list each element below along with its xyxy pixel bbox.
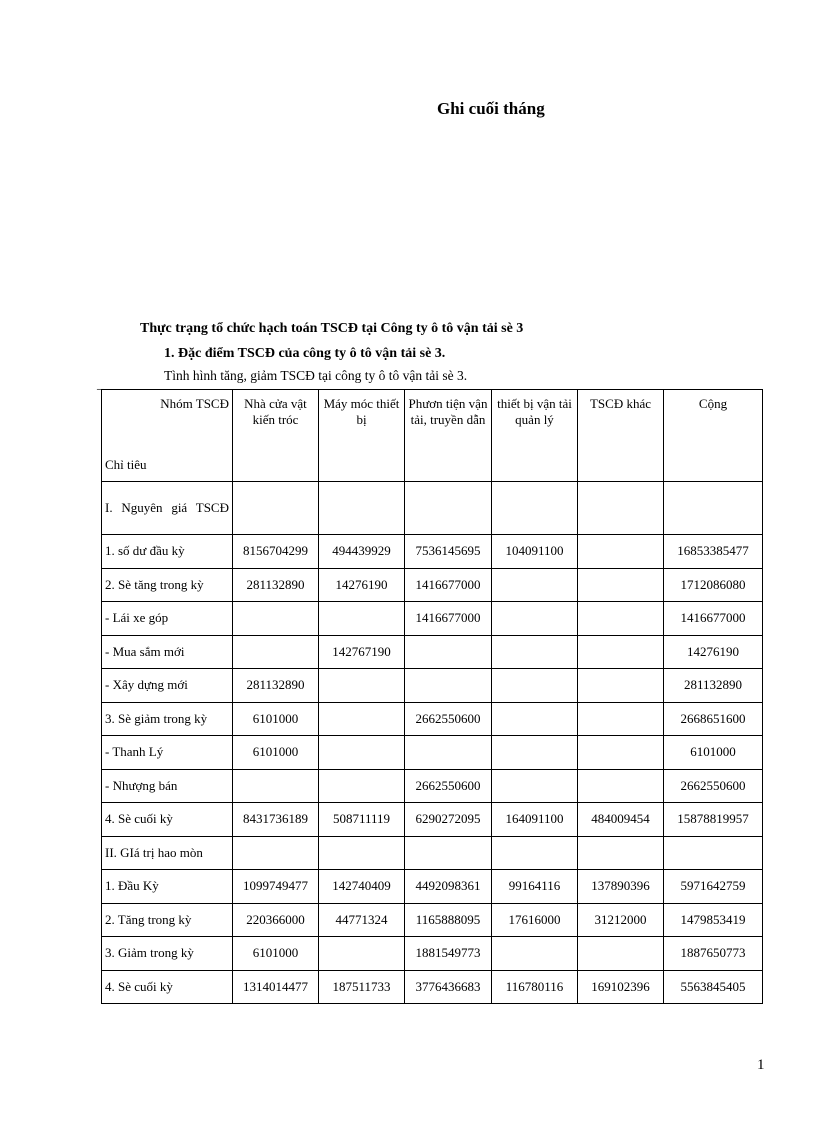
row-label: 1. số dư đầu kỳ — [102, 535, 233, 569]
table-cell — [405, 736, 492, 770]
table-row — [102, 602, 763, 636]
table-cell: 15878819957 — [664, 803, 763, 837]
table-cell: 1099749477 — [233, 870, 319, 904]
table-cell: 1479853419 — [664, 903, 763, 937]
table-row — [102, 568, 763, 602]
row-label: 2. Tăng trong kỳ — [102, 903, 233, 937]
table-cell — [578, 602, 664, 636]
table-cell: 2662550600 — [405, 702, 492, 736]
table-cell — [233, 769, 319, 803]
table-row — [102, 635, 763, 669]
table-row — [102, 736, 763, 770]
table-cell — [233, 635, 319, 669]
table-cell — [319, 702, 405, 736]
margin-dash: _ — [97, 376, 104, 391]
table-cell: 281132890 — [233, 669, 319, 703]
table-cell — [492, 937, 578, 971]
table-cell: 1887650773 — [664, 937, 763, 971]
table-cell — [578, 669, 664, 703]
table-cell: 142740409 — [319, 870, 405, 904]
row-label: - Thanh Lý — [102, 736, 233, 770]
table-cell: 1881549773 — [405, 937, 492, 971]
table-cell: 1165888095 — [405, 903, 492, 937]
column-header: TSCĐ khác — [578, 390, 664, 482]
row-label: - Lái xe góp — [102, 602, 233, 636]
table-cell: 6290272095 — [405, 803, 492, 837]
page-number: 1 — [757, 1057, 765, 1073]
column-header: Phươn tiện vận tải, truyền dẫn — [405, 390, 492, 482]
row-label: 4. Sè cuối kỳ — [102, 970, 233, 1004]
table-cell: 1416677000 — [405, 602, 492, 636]
row-label: 3. Sè giảm trong kỳ — [102, 702, 233, 736]
table-row — [102, 970, 763, 1004]
row-label: - Xây dựng mới — [102, 669, 233, 703]
table-row — [102, 836, 763, 870]
table-cell: 2668651600 — [664, 702, 763, 736]
table-cell: 6101000 — [664, 736, 763, 770]
table-row — [102, 803, 763, 837]
table-row — [102, 870, 763, 904]
table-cell — [578, 482, 664, 535]
table-cell: 220366000 — [233, 903, 319, 937]
table-cell: 5563845405 — [664, 970, 763, 1004]
table-cell — [233, 602, 319, 636]
table-cell: 164091100 — [492, 803, 578, 837]
page-title: Ghi cuối tháng — [437, 99, 545, 118]
table-cell — [233, 482, 319, 535]
table-cell: 2662550600 — [405, 769, 492, 803]
table-cell — [578, 736, 664, 770]
table-cell — [492, 769, 578, 803]
table-cell: 484009454 — [578, 803, 664, 837]
table-cell: 1712086080 — [664, 568, 763, 602]
table-cell: 169102396 — [578, 970, 664, 1004]
row-label: 1. Đầu Kỳ — [102, 870, 233, 904]
column-header: Nhà cửa vật kiến tróc — [233, 390, 319, 482]
table-cell: 116780116 — [492, 970, 578, 1004]
table-cell — [319, 736, 405, 770]
table-cell — [492, 736, 578, 770]
table-cell — [319, 769, 405, 803]
intro-text: Tình hình tăng, giảm TSCĐ tại công ty ô tô vận tải sè 3. — [164, 368, 468, 383]
table-row — [102, 669, 763, 703]
table-cell — [664, 836, 763, 870]
table-cell: 142767190 — [319, 635, 405, 669]
row-label: - Nhượng bán — [102, 769, 233, 803]
corner-header — [102, 390, 233, 482]
table-cell: 16853385477 — [664, 535, 763, 569]
table-cell — [492, 669, 578, 703]
table-cell: 494439929 — [319, 535, 405, 569]
table-cell: 3776436683 — [405, 970, 492, 1004]
column-header: Cộng — [664, 390, 763, 482]
table-cell — [578, 635, 664, 669]
table-cell — [492, 702, 578, 736]
table-cell — [578, 836, 664, 870]
table-cell — [319, 937, 405, 971]
table-cell: 6101000 — [233, 702, 319, 736]
table-cell: 6101000 — [233, 736, 319, 770]
table-cell: 8431736189 — [233, 803, 319, 837]
table-cell — [405, 482, 492, 535]
table-cell: 281132890 — [233, 568, 319, 602]
table-cell: 8156704299 — [233, 535, 319, 569]
table-cell — [405, 836, 492, 870]
table-cell: 187511733 — [319, 970, 405, 1004]
table-row — [102, 482, 763, 535]
table-cell — [492, 836, 578, 870]
table-cell: 14276190 — [664, 635, 763, 669]
table-cell: 1416677000 — [405, 568, 492, 602]
table-cell — [233, 836, 319, 870]
fixed-assets-table — [101, 389, 763, 1004]
row-label: 4. Sè cuối kỳ — [102, 803, 233, 837]
table-row — [102, 937, 763, 971]
table-header-row — [102, 390, 763, 482]
table-cell — [405, 669, 492, 703]
table-cell — [319, 602, 405, 636]
table-cell — [664, 482, 763, 535]
table-cell: 1416677000 — [664, 602, 763, 636]
corner-header-bottom: Chỉ tiêu — [105, 457, 147, 472]
table-cell: 508711119 — [319, 803, 405, 837]
table-cell: 2662550600 — [664, 769, 763, 803]
table-cell — [319, 836, 405, 870]
table-cell: 281132890 — [664, 669, 763, 703]
table-cell: 44771324 — [319, 903, 405, 937]
table-cell — [492, 602, 578, 636]
table-cell: 1314014477 — [233, 970, 319, 1004]
table-row — [102, 535, 763, 569]
table-cell — [578, 769, 664, 803]
row-label: II. GIá trị hao mòn — [102, 836, 233, 870]
table-cell: 137890396 — [578, 870, 664, 904]
table-cell — [578, 702, 664, 736]
column-header: thiết bị vận tải quản lý — [492, 390, 578, 482]
table-cell — [578, 568, 664, 602]
table-row — [102, 702, 763, 736]
table-cell: 99164116 — [492, 870, 578, 904]
table-cell: 4492098361 — [405, 870, 492, 904]
table-cell: 14276190 — [319, 568, 405, 602]
table-cell — [492, 635, 578, 669]
section-heading: Thực trạng tổ chức hạch toán TSCĐ tại Công ty ô tô vận tải sè 3 — [140, 321, 524, 336]
table-cell — [578, 937, 664, 971]
column-header: Máy móc thiết bị — [319, 390, 405, 482]
row-label: 2. Sè tăng trong kỳ — [102, 568, 233, 602]
table-cell — [492, 482, 578, 535]
row-label: I. Nguyên giá TSCĐ — [102, 482, 233, 535]
table-cell: 7536145695 — [405, 535, 492, 569]
table-row — [102, 903, 763, 937]
table-row — [102, 769, 763, 803]
table-cell: 104091100 — [492, 535, 578, 569]
corner-header-top: Nhóm TSCĐ — [160, 396, 229, 411]
table-cell: 5971642759 — [664, 870, 763, 904]
table-cell: 6101000 — [233, 937, 319, 971]
table-cell — [319, 482, 405, 535]
table-cell — [405, 635, 492, 669]
table-cell: 17616000 — [492, 903, 578, 937]
table-cell — [492, 568, 578, 602]
table-cell: 31212000 — [578, 903, 664, 937]
row-label: 3. Giảm trong kỳ — [102, 937, 233, 971]
row-label: - Mua sắm mới — [102, 635, 233, 669]
table-cell — [319, 669, 405, 703]
subsection-heading: 1. Đặc điểm TSCĐ của công ty ô tô vận tải sè 3. — [164, 346, 446, 361]
table-cell — [578, 535, 664, 569]
